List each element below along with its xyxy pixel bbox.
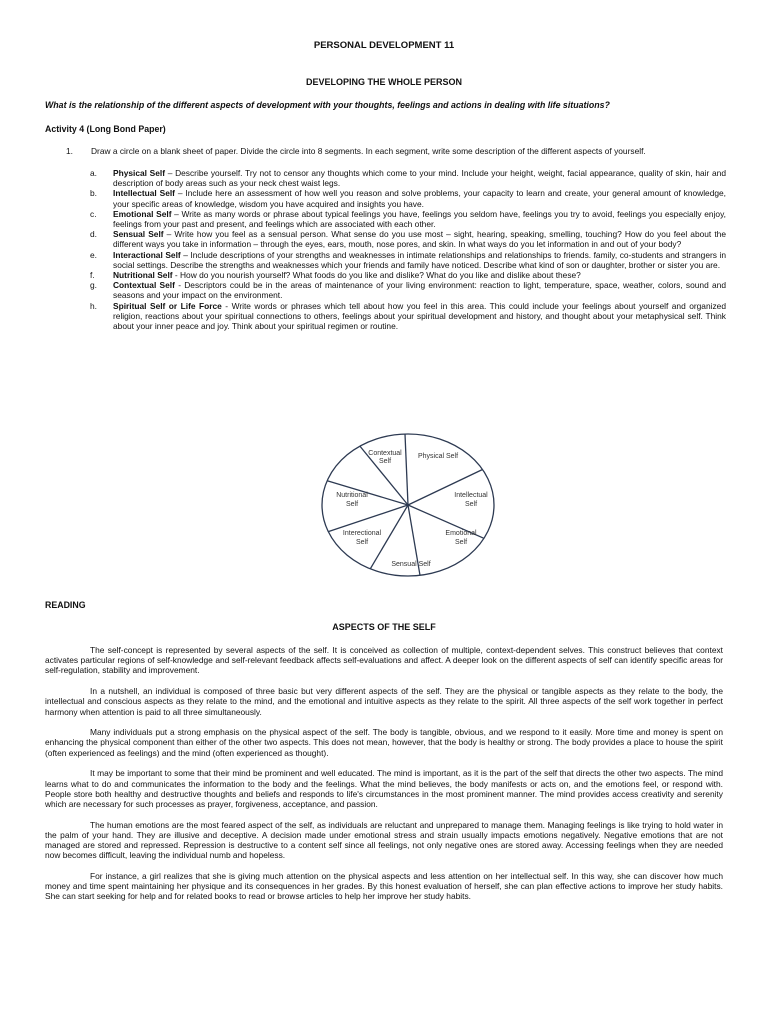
aspect-description: – Include descriptions of your strengths and weaknesses in intimate relationships and relationships to friends. family, co-students and strangers in social settings. Describe the strengths and weaknesses which your friends and family have noticed. Describe what kind of son or daughter, brother or sister you are.: [113, 249, 726, 270]
guide-question: What is the relationship of the different aspects of development with your thoughts, feelings and actions in dealing with life situations?: [45, 100, 610, 110]
aspect-term: Spiritual Self or Life Force: [113, 300, 222, 311]
activity-heading: Activity 4 (Long Bond Paper): [45, 124, 166, 134]
aspect-term: Interactional Self: [113, 249, 181, 260]
aspect-term: Physical Self: [113, 168, 166, 178]
aspect-term: Nutritional Self: [113, 270, 173, 281]
aspect-description: – Include here an assessment of how well you reason and solve problems, your capacity to learn and create, your general amount of knowledge, your specific areas of knowledge, wisdom you have acquired and insights you have.: [113, 188, 727, 209]
aspects-list: [90, 168, 726, 331]
aspect-term: Contextual Self: [113, 280, 175, 291]
reading-heading: READING: [45, 600, 86, 610]
label-sensual-self: Sensual Self: [391, 561, 431, 568]
aspect-letter: g.: [90, 280, 97, 291]
label-interactional-self: Interectional: [342, 530, 382, 537]
aspect-description: - Write words or phrases which tell about how you feel in this area. This could include your feelings about yourself and organized religion, reactions about your spiritual connections to others, feelings about your spiritual development and history, and thought about your metaphysical self. Think about your inner peace and joy. Think about your spiritual regimen or routine.: [113, 300, 726, 332]
aspect-description: – Write how you feel as a sensual person. What sense do you use most – sight, hearing, speaking, smelling, touching? How do you feel about the different ways you take in information – through the eyes, ears, mouth, nose pores, and skin. In what ways do you let information in and out of your body?: [113, 229, 726, 250]
label-emotional-self-2: Self: [454, 539, 468, 546]
reading-paragraph: For instance, a girl realizes that she is giving much attention on the physical aspects and less attention on her intellectual self. In this way, she can discover how much money and time spent maintaining her physique and its consequences in her grades. By this honest evaluation of herself, she can plan effective actions to improve her study habits. She can start seeking for help and for related books to read or browse articles to help her improve her study habits.: [45, 870, 723, 902]
reading-body: [45, 645, 723, 912]
reading-paragraph: The self-concept is represented by several aspects of the self. It is conceived as collection of multiple, context-dependent selves. This construct believes that context activates particular regions of self-knowledge and self-relevant feedback affects self-evaluations and affect. A deeper look on the different aspects of self can identify specific areas for self-regulation, stability and improvement.: [45, 645, 723, 676]
reading-title: ASPECTS OF THE SELF: [332, 622, 436, 632]
diagram-divider-line: [328, 505, 408, 532]
aspect-letter: e.: [90, 249, 97, 260]
diagram-divider-line: [405, 434, 408, 505]
label-contextual-self: Contextual: [368, 450, 402, 457]
aspect-item-nutritional: [90, 270, 726, 280]
label-nutritional-self: Nutritional: [336, 492, 368, 499]
aspect-letter: h.: [90, 300, 97, 311]
aspect-term: Intellectual Self: [113, 188, 175, 199]
aspect-item-contextual: [90, 280, 726, 300]
aspect-description: – Write as many words or phrase about typical feelings you have, feelings you seldom have, feelings you try to avoid, feelings you especially enjoy, feelings from your past and present, and feelings which are associated with each other.: [113, 208, 726, 230]
label-emotional-self: Emotional: [445, 530, 477, 537]
aspect-description: - Descriptors could be in the areas of maintenance of your living environment: reaction to light, temperature, space, weather, colors, sound and seasons and your impact on the environment.: [113, 280, 726, 301]
aspect-letter: d.: [90, 229, 97, 240]
label-physical-self: Physical Self: [417, 453, 459, 460]
aspect-term: Sensual Self: [113, 229, 164, 240]
label-contextual-self-2: Self: [378, 458, 392, 465]
aspect-description: – Describe yourself. Try not to censor any thoughts which come to your mind. Include your height, weight, facial appearance, quality of skin, hair and description of body areas such as your neck chest waist legs.: [113, 168, 726, 189]
aspect-item-intellectual: [90, 188, 726, 208]
label-interactional-self-2: Self: [355, 539, 369, 546]
aspect-item-spiritual: [90, 301, 726, 332]
aspect-item-physical: [90, 168, 726, 188]
page-subtitle: DEVELOPING THE WHOLE PERSON: [305, 77, 462, 87]
aspect-letter: b.: [90, 188, 97, 199]
reading-paragraph: The human emotions are the most feared aspect of the self, as individuals are reluctant and unprepared to manage them. Managing feelings is like trying to hold water in the palm of your hand. They are illusive and deceptive. A decision made under emotional stress and strain usually impacts emotions negatively. Negative emotions that are not managed are stored and repressed. Repression is destructive to a content self since all feelings, not only negative ones are stored away. Accessing feelings when they are needed now becomes difficult, leaving the individual numb and hopeless.: [45, 819, 723, 861]
aspect-letter: a.: [90, 168, 97, 178]
reading-paragraph: In a nutshell, an individual is composed of three basic but very different aspects of the self. They are the physical or tangible aspects as they relate to the body, the intellectual and conscious aspects as they relate to the mind, and the emotional and intuitive aspects as they relate to the spirit. All three aspects of the self work together in perfect harmony when attention is paid to all three simultaneously.: [45, 686, 723, 717]
aspect-item-sensual: [90, 229, 726, 249]
reading-paragraph: Many individuals put a strong emphasis on the physical aspect of the self. The body is tangible, obvious, and we respond to it easily. More time and money is spent on enhancing the physical component than either of the other two aspects. This does not mean, however, that the body is healthy or strong. The body provides a place to house the spirit (often experienced as feelings) and the mind (often experienced as thought).: [45, 727, 723, 758]
self-aspects-circle-diagram: [318, 430, 498, 590]
reading-paragraph: It may be important to some that their mind be prominent and well educated. The mind is important, as it is the part of the self that directs the other two aspects. The mind learns what to do and communicates the information to the body and the feelings. What the mind believes, the body manifests or acts on, and the emotions feel, or respond with. People store both healthy and destructive thoughts and beliefs and responds to life's circumstances in the most prominent manner. The mind provides access creativity and serenity which are necessary for such processes as prayer, forgiveness, acceptance, and passion.: [45, 768, 723, 809]
step-number: 1.: [66, 146, 73, 156]
label-intellectual-self-2: Self: [464, 501, 478, 508]
label-nutritional-self-2: Self: [345, 501, 359, 508]
aspect-term: Emotional Self: [113, 208, 172, 219]
page-title: PERSONAL DEVELOPMENT 11: [313, 40, 455, 51]
aspect-description: - How do you nourish yourself? What foods do you like and dislike? What do you like and dislike about these?: [172, 270, 581, 281]
aspect-letter: f.: [90, 270, 95, 281]
aspect-item-emotional: [90, 209, 726, 229]
aspect-item-interactional: [90, 250, 726, 270]
diagram-divider-line: [408, 470, 483, 506]
step-text: Draw a circle on a blank sheet of paper. Divide the circle into 8 segments. In each segment, write some description of the different aspects of yourself.: [91, 146, 646, 156]
aspect-letter: c.: [90, 208, 97, 219]
label-intellectual-self: Intellectual: [454, 492, 488, 499]
